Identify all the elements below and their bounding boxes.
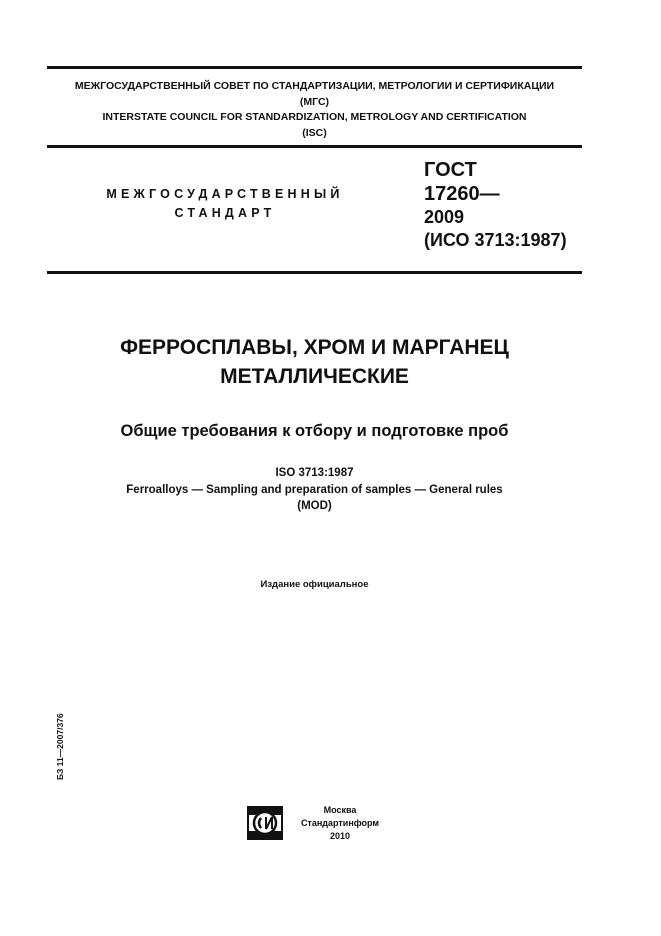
edition-note: Издание официальное — [260, 579, 369, 590]
publisher-year: 2010 — [329, 831, 351, 841]
standartinform-logo-icon — [247, 806, 283, 840]
standard-type-line2: СТАНДАРТ — [174, 206, 276, 220]
publisher-city: Москва — [323, 805, 357, 815]
council-abbr-en: (ISC) — [302, 126, 327, 139]
council-name-ru: МЕЖГОСУДАРСТВЕННЫЙ СОВЕТ ПО СТАНДАРТИЗАЦИИ, МЕТРОЛОГИИ И СЕРТИФИКАЦИИ — [74, 80, 555, 92]
iso-code: ISO 3713:1987 — [275, 467, 354, 479]
gost-year: 2009 — [424, 207, 465, 227]
document-subtitle: Общие требования к отбору и подготовке проб — [120, 422, 509, 440]
iso-english-title: Ferroalloys — Sampling and preparation of samples — General rules — [126, 483, 503, 496]
standard-designation — [424, 158, 567, 252]
standard-type-label — [90, 185, 360, 223]
publisher-name: Стандартинформ — [300, 818, 380, 828]
standard-type-line1: МЕЖГОСУДАРСТВЕННЫЙ — [106, 187, 344, 201]
iso-modification: (MOD) — [297, 500, 332, 512]
top-rule — [47, 66, 582, 69]
council-name-en: INTERSTATE COUNCIL FOR STANDARDIZATION, METROLOGY AND CERTIFICATION — [102, 111, 527, 123]
publisher-block — [290, 804, 390, 843]
council-header — [47, 79, 582, 141]
title-line1: ФЕРРОСПЛАВЫ, ХРОМ И МАРГАНЕЦ — [120, 336, 509, 359]
title-line2: МЕТАЛЛИЧЕСКИЕ — [220, 365, 409, 388]
side-catalog-code: БЗ 11—2007/376 — [55, 713, 65, 780]
document-title — [47, 333, 582, 391]
gost-number: 17260— — [424, 183, 500, 205]
iso-reference: (ИСО 3713:1987) — [424, 230, 567, 250]
iso-block — [47, 465, 582, 515]
designation-rule — [47, 271, 582, 274]
gost-label: ГОСТ — [424, 159, 477, 181]
council-abbr-ru: (МГС) — [299, 95, 330, 108]
header-rule — [47, 145, 582, 148]
